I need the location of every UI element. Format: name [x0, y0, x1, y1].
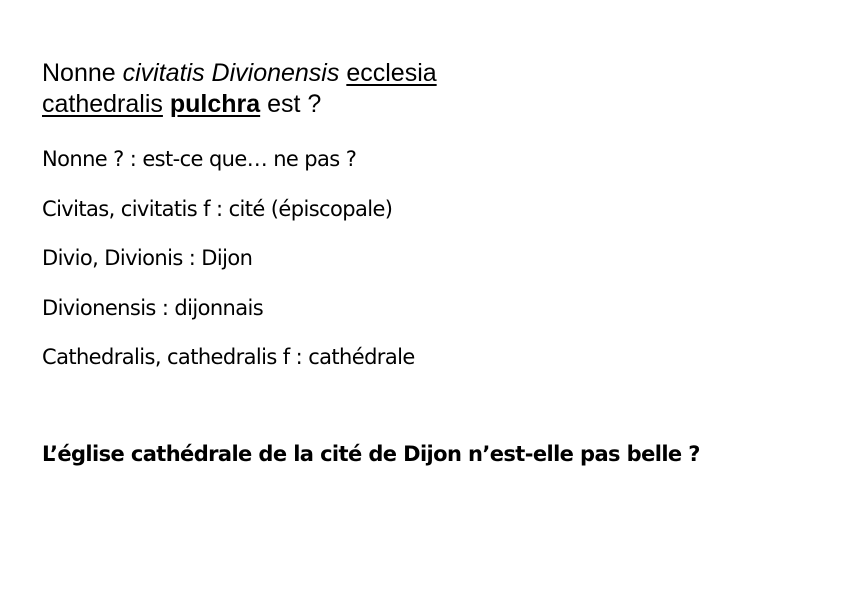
- latin-word-cathedralis: cathedralis: [42, 90, 163, 118]
- latin-sentence: [42, 58, 802, 120]
- latin-word-pulchra: pulchra: [169, 90, 261, 118]
- vocabulary-item-nonne: Nonne ? : est-ce que… ne pas ?: [42, 147, 357, 171]
- latin-word-ecclesia: ecclesia: [346, 59, 437, 87]
- vocabulary-item-cathedralis: Cathedralis, cathedralis f : cathédrale: [42, 345, 415, 369]
- vocabulary-item-divio: Divio, Divionis : Dijon: [42, 246, 253, 270]
- vocabulary-item-civitas: Civitas, civitatis f : cité (épiscopale): [42, 196, 393, 221]
- latin-word-nonne: Nonne: [42, 59, 116, 87]
- vocabulary-item-divionensis: Divionensis : dijonnais: [42, 295, 264, 320]
- vocabulary-list: [42, 140, 822, 388]
- latin-word-est: est ?: [267, 90, 322, 118]
- latin-words-civitatis-divionensis: civitatis Divionensis: [122, 59, 340, 87]
- french-translation: L’église cathédrale de la cité de Dijon n’est-elle pas belle ?: [42, 442, 700, 466]
